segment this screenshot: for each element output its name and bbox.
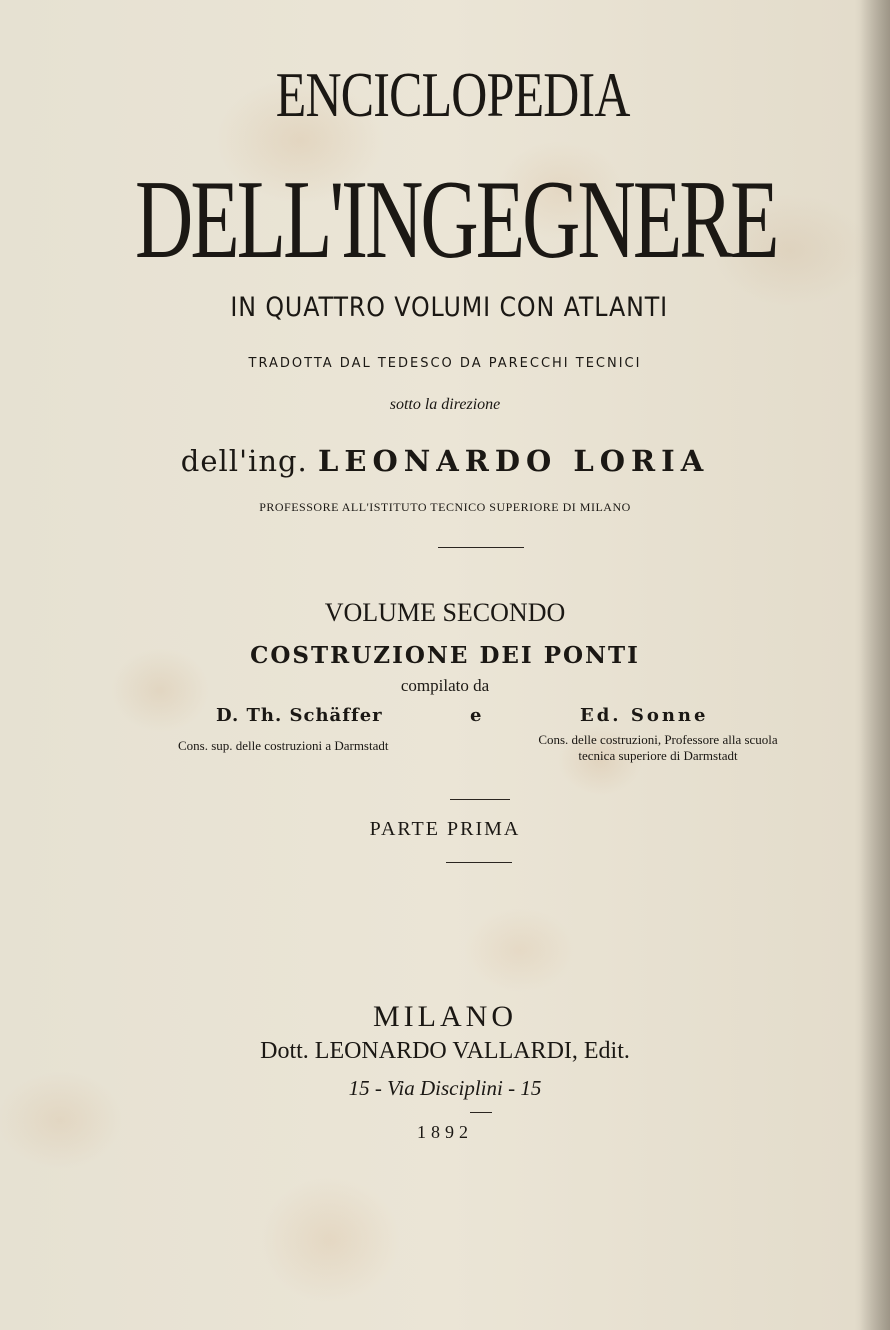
- author-conjunction: e: [470, 705, 482, 726]
- compiled-by: compilato da: [400, 676, 490, 695]
- author-affiliation: Cons. sup. delle costruzioni a Darmstadt: [178, 738, 389, 753]
- divider-rule: [446, 862, 512, 863]
- director-line: [0, 444, 890, 478]
- divider-rule: [450, 799, 510, 800]
- affiliation-line: Cons. delle costruzioni, Professore alla scuola: [538, 732, 778, 747]
- main-title: DELL'INGEGNERE: [134, 158, 777, 282]
- subtitle: IN QUATTRO VOLUMI CON ATLANTI: [230, 292, 669, 323]
- affiliation-line: tecnica superiore di Darmstadt: [578, 748, 738, 763]
- divider-rule: [438, 547, 524, 548]
- part-label: PARTE PRIMA: [369, 818, 521, 840]
- director-name: LEONARDO LORIA: [318, 444, 710, 478]
- imprint-year: 1892: [417, 1122, 473, 1142]
- volume-label: VOLUME SECONDO: [324, 598, 566, 627]
- director-prefix: dell'ing.: [180, 444, 308, 478]
- author-affiliation: [508, 732, 808, 764]
- author-name: Ed. Sonne: [580, 705, 709, 726]
- imprint-address: 15 - Via Disciplini - 15: [348, 1076, 542, 1100]
- direction-note: sotto la direzione: [389, 396, 501, 413]
- translation-note: TRADOTTA DAL TEDESCO DA PARECCHI TECNICI: [248, 356, 642, 371]
- imprint-publisher: Dott. LEONARDO VALLARDI, Edit.: [260, 1038, 630, 1064]
- author-name: D. Th. Schäffer: [216, 705, 383, 726]
- title-line: ENCICLOPEDIA: [275, 59, 630, 130]
- imprint-city: MILANO: [373, 1000, 517, 1033]
- volume-subject: COSTRUZIONE DEI PONTI: [250, 642, 640, 669]
- director-title: PROFESSORE ALL'ISTITUTO TECNICO SUPERIORE DI MILANO: [259, 500, 631, 514]
- divider-rule: [470, 1112, 492, 1113]
